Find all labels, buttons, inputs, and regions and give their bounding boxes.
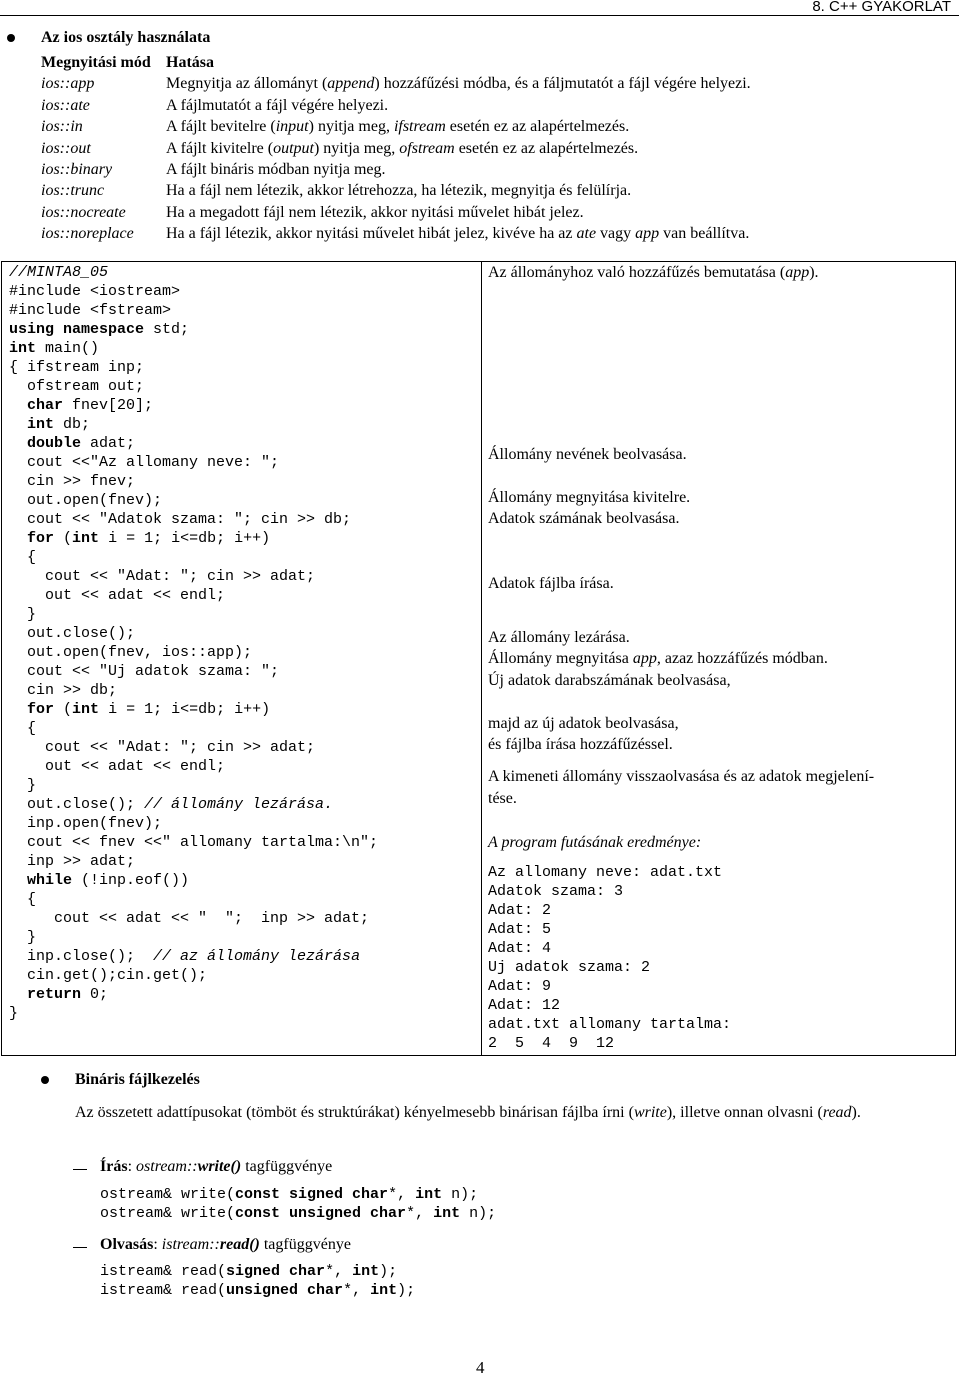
ios-mode-effect: Ha a megadott fájl nem létezik, akkor nyitási művelet hibát jelez.: [166, 203, 584, 221]
output-line: Adat: 5: [488, 921, 552, 938]
code-line: double adat;: [27, 435, 136, 452]
code-note: Adatok fájlba írása.: [488, 575, 614, 592]
code-line: out.close(); // állomány lezárása.: [9, 796, 334, 813]
ios-mode-effect: A fájlt kivitelre (output) nyitja meg, ofstream esetén ez az alapértelmezés.: [166, 139, 639, 157]
signature-line: istream& read(unsigned char*, int);: [100, 1282, 416, 1299]
code-line: }: [9, 606, 37, 623]
write-signatures: [100, 1185, 496, 1223]
code-line: {: [9, 891, 37, 908]
code-line: cout << "Adatok szama: "; cin >> db;: [9, 511, 352, 528]
dash-icon: [73, 1247, 87, 1248]
code-line: cout << fnev <<" allomany tartalma:\n";: [9, 834, 379, 851]
output-line: Adat: 2: [488, 902, 552, 919]
code-line: #include <iostream>: [9, 283, 181, 300]
ios-mode-effect: Ha a fájl nem létezik, akkor létrehozza, ha létezik, megnyitja és felülírja.: [166, 182, 632, 200]
code-line: for (int i = 1; i<=db; i++): [27, 530, 271, 547]
chapter-title: 8. C++ GYAKORLAT: [812, 0, 951, 15]
ios-mode-row: [41, 95, 751, 116]
ios-section-title: Az ios osztály használata: [41, 29, 211, 46]
code-line: cout <<"Az allomany neve: ";: [9, 454, 280, 471]
code-line: }: [9, 1005, 19, 1022]
code-line: inp.close(); // az állomány lezárása: [9, 948, 361, 965]
output-line: adat.txt allomany tartalma:: [488, 1016, 732, 1033]
ios-mode-name: ios::in: [41, 118, 83, 136]
code-line: { ifstream inp;: [9, 359, 145, 376]
read-signatures: [100, 1262, 415, 1300]
ios-mode-row: [41, 180, 751, 201]
ios-mode-row: [41, 138, 751, 159]
ios-mode-row: [41, 73, 751, 94]
code-line: int db;: [27, 416, 91, 433]
ios-mode-name: ios::nocreate: [41, 203, 126, 221]
ios-mode-row: [41, 202, 751, 223]
write-heading: Írás: ostream::write() tagfüggvénye: [100, 1158, 333, 1175]
program-output: [488, 863, 731, 1053]
ios-mode-name: ios::binary: [41, 160, 113, 178]
output-line: 2 5 4 9 12: [488, 1035, 615, 1052]
code-line: inp >> adat;: [9, 853, 136, 870]
page-header: [0, 0, 959, 16]
signature-line: istream& read(signed char*, int);: [100, 1263, 398, 1280]
code-line: cout << adat << " "; inp >> adat;: [9, 910, 370, 927]
code-line: out << adat << endl;: [9, 758, 226, 775]
ios-mode-effect: A fájlt bináris módban nyitja meg.: [166, 160, 386, 178]
ios-mode-name: ios::noreplace: [41, 225, 134, 243]
page-number: 4: [476, 1358, 485, 1377]
code-line: using namespace std;: [9, 321, 190, 338]
code-line: cin >> fnev;: [9, 473, 136, 490]
code-line: for (int i = 1; i<=db; i++): [27, 701, 271, 718]
ios-mode-effect: Megnyitja az állományt (append) hozzáfűzési módba, és a fáljmutatót a fájl végére helyezi.: [166, 75, 751, 93]
code-line: return 0;: [27, 986, 109, 1003]
code-note: tése.: [488, 790, 517, 807]
code-line: }: [9, 929, 37, 946]
code-listing: [9, 263, 378, 1023]
output-line: Adat: 9: [488, 978, 552, 995]
code-note: A kimeneti állomány visszaolvasása és az adatok megjelení-: [488, 768, 875, 785]
column-divider: [481, 262, 482, 1055]
code-line: out.open(fnev, ios::app);: [9, 644, 253, 661]
bullet-icon: [7, 34, 15, 42]
ios-mode-effect: Ha a fájl létezik, akkor nyitási művelet hibát jelez, kivéve ha az ate vagy app van beállítva.: [166, 225, 750, 243]
code-note: Új adatok darabszámának beolvasása,: [488, 672, 731, 689]
code-note: Állomány megnyitása app, azaz hozzáfűzés módban.: [488, 650, 828, 667]
signature-line: ostream& write(const signed char*, int n);: [100, 1186, 479, 1203]
read-heading: Olvasás: istream::read() tagfüggvénye: [100, 1236, 351, 1253]
code-line: cout << "Uj adatok szama: ";: [9, 663, 280, 680]
ios-mode-row: [41, 223, 751, 244]
ios-modes-table: [41, 52, 751, 245]
code-note: és fájlba írása hozzáfűzéssel.: [488, 736, 673, 753]
code-note: majd az új adatok beolvasása,: [488, 715, 679, 732]
binary-paragraph: Az összetett adattípusokat (tömböt és struktúrákat) kényelmesebb binárisan fájlba írni (write), illetve onnan olvasni (read).: [75, 1104, 861, 1121]
code-line: cin >> db;: [9, 682, 118, 699]
code-note: Az állomány lezárása.: [488, 629, 630, 646]
code-line: ofstream out;: [9, 378, 145, 395]
ios-mode-row: [41, 116, 751, 137]
code-line: char fnev[20];: [27, 397, 154, 414]
ios-mode-name: ios::out: [41, 139, 91, 157]
ios-mode-row: [41, 159, 751, 180]
code-line: cout << "Adat: "; cin >> adat;: [9, 739, 316, 756]
col-effect-header: Hatása: [166, 54, 214, 71]
dash-icon: [73, 1169, 87, 1170]
code-note: Az állományhoz való hozzáfűzés bemutatása (app).: [488, 264, 819, 281]
ios-mode-name: ios::app: [41, 75, 95, 93]
output-line: Adat: 12: [488, 997, 561, 1014]
code-line: {: [9, 549, 37, 566]
bullet-icon: [41, 1076, 49, 1084]
code-line: //MINTA8_05: [9, 264, 109, 281]
code-note: Állomány nevének beolvasása.: [488, 446, 687, 463]
col-mode-header: Megnyitási mód: [41, 54, 151, 71]
output-line: Adat: 4: [488, 940, 552, 957]
output-line: Adatok szama: 3: [488, 883, 624, 900]
code-line: #include <fstream>: [9, 302, 172, 319]
code-line: inp.open(fnev);: [9, 815, 163, 832]
ios-mode-name: ios::trunc: [41, 182, 105, 200]
code-note: A program futásának eredménye:: [488, 834, 702, 851]
ios-mode-name: ios::ate: [41, 96, 90, 114]
ios-modes-header: [41, 52, 751, 73]
code-line: }: [9, 777, 37, 794]
code-line: {: [9, 720, 37, 737]
output-line: Uj adatok szama: 2: [488, 959, 651, 976]
code-note: Állomány megnyitása kivitelre.: [488, 489, 691, 506]
code-line: cout << "Adat: "; cin >> adat;: [9, 568, 316, 585]
code-note: Adatok számának beolvasása.: [488, 510, 680, 527]
binary-section-title: Bináris fájlkezelés: [75, 1071, 200, 1088]
code-line: out << adat << endl;: [9, 587, 226, 604]
ios-mode-effect: A fájlt bevitelre (input) nyitja meg, ifstream esetén ez az alapértelmezés.: [166, 118, 630, 136]
code-line: int main(): [9, 340, 100, 357]
code-line: cin.get();cin.get();: [9, 967, 208, 984]
output-line: Az allomany neve: adat.txt: [488, 864, 723, 881]
code-line: out.open(fnev);: [9, 492, 163, 509]
signature-line: ostream& write(const unsigned char*, int n);: [100, 1205, 497, 1222]
code-line: out.close();: [9, 625, 136, 642]
ios-mode-effect: A fájlmutatót a fájl végére helyezi.: [166, 96, 389, 114]
code-line: while (!inp.eof()): [27, 872, 190, 889]
